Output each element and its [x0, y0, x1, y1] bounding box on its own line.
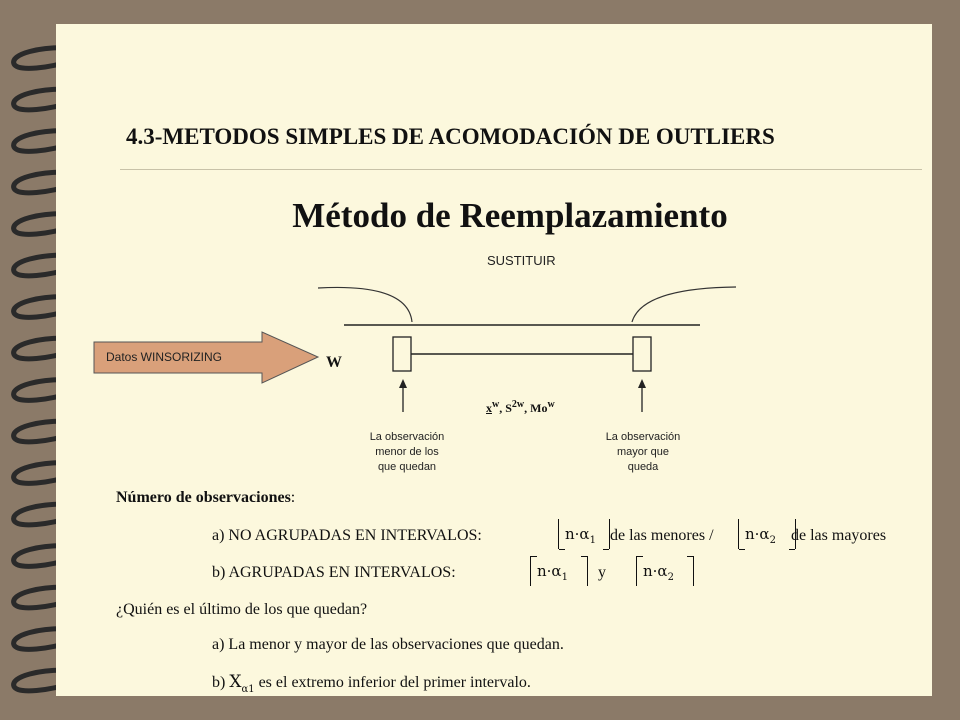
n-alpha2-ceiling-b: $n\cdot\alpha_2$	[636, 556, 694, 586]
right-observation-box	[633, 337, 651, 371]
right-up-arrow-head	[638, 379, 646, 388]
left-up-arrow-head	[399, 379, 407, 388]
mean-superscript: w	[492, 399, 500, 410]
obs-count-heading: Número de observaciones:	[116, 489, 296, 506]
n-alpha2-floor-a: $n\cdot\alpha_2$	[738, 519, 796, 549]
right-substitute-arc	[632, 287, 736, 322]
question-text: ¿Quién es el último de los que quedan?	[116, 601, 368, 618]
x-alpha1-symbol: $X_{\alpha 1}$	[229, 672, 255, 695]
left-observation-note: La observación menor de los que quedan	[369, 431, 445, 473]
winsorized-statistics	[486, 399, 555, 416]
item-a-label: a) NO AGRUPADAS EN INTERVALOS:	[212, 527, 482, 544]
item-a-middle-text: de las menores /	[610, 527, 714, 544]
winsorizing-arrow-label: Datos WINSORIZING	[106, 350, 223, 364]
sustituir-label: SUSTITUIR	[487, 253, 556, 268]
answer-b-text: b) $X_{\alpha 1}$ es el extremo inferior del primer intervalo.	[212, 672, 531, 695]
n-alpha1-floor-a: $n\cdot\alpha_1$	[558, 519, 610, 549]
n-alpha1-ceiling-b: $n\cdot\alpha_1$	[530, 556, 588, 586]
mode-symbol: , Mo	[524, 401, 548, 415]
method-title: Método de Reemplazamiento	[292, 196, 728, 235]
right-observation-note: La observación mayor que queda	[605, 431, 681, 473]
item-a-end-text: de las mayores	[791, 527, 887, 544]
item-b-label: b) AGRUPADAS EN INTERVALOS:	[212, 564, 456, 581]
left-substitute-arc	[318, 287, 412, 322]
left-observation-box	[393, 337, 411, 371]
w-label: W	[326, 354, 342, 371]
mean-symbol: x	[486, 401, 492, 415]
mode-superscript: w	[547, 399, 555, 410]
item-b-middle-text: y	[598, 564, 606, 581]
variance-superscript: 2w	[511, 399, 525, 410]
variance-symbol: , S	[499, 401, 512, 415]
answer-a-text: a) La menor y mayor de las observaciones que quedan.	[212, 636, 564, 653]
slide-title: 4.3-METODOS SIMPLES DE ACOMODACIÓN DE OUTLIERS	[126, 124, 775, 149]
